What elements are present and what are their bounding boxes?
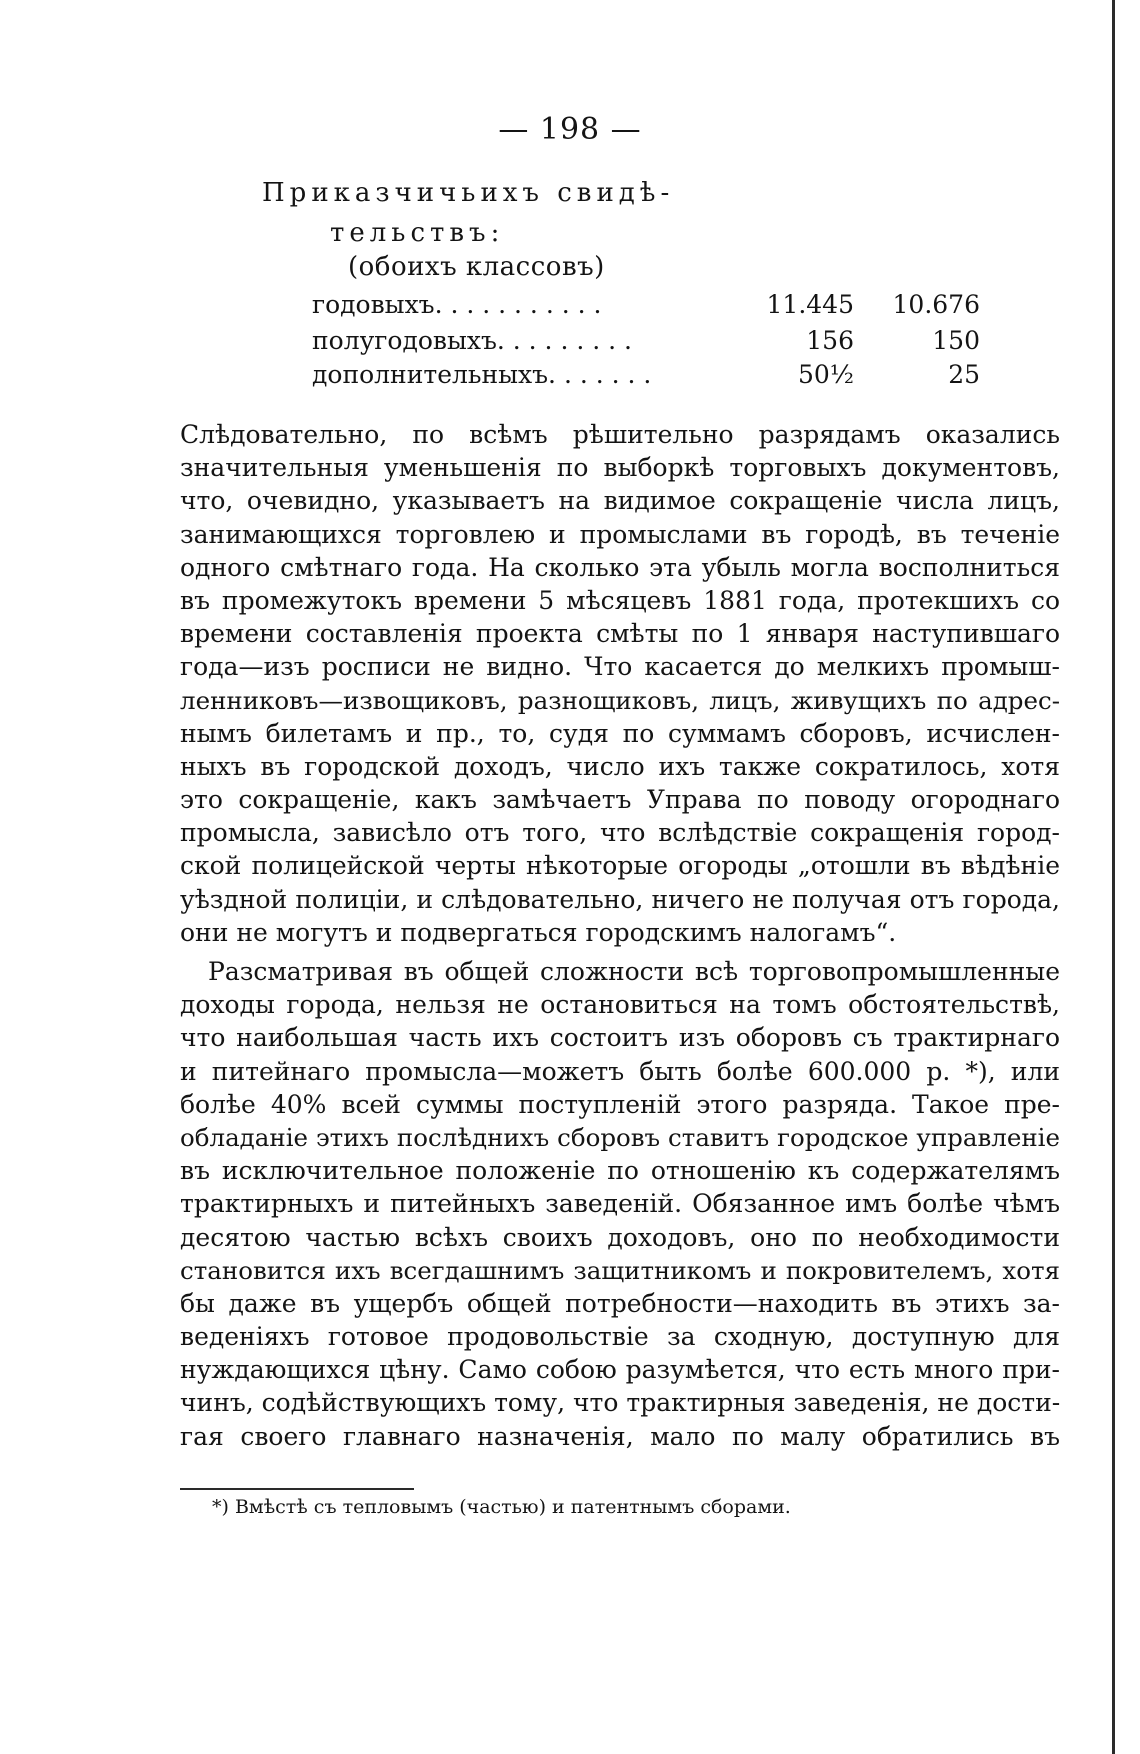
text-line: десятою частью всѣхъ своихъ доходовъ, оно по необходимости bbox=[180, 1222, 1060, 1252]
footnote: *) Вмѣстѣ съ тепловымъ (частью) и патентнымъ сборами. bbox=[212, 1496, 791, 1518]
text-line: занимающихся торговлею и промыслами въ городѣ, въ теченіе bbox=[180, 519, 1060, 549]
text-line: становится ихъ всегдашнимъ защитникомъ и покровителемъ, хотя bbox=[180, 1255, 1060, 1285]
text-line: нуждающихся цѣну. Само собою разумѣется, что есть много при- bbox=[180, 1355, 1060, 1385]
text-line: времени составленія проекта смѣты по 1 января наступившаго bbox=[180, 619, 1060, 649]
row-value-1: 156 bbox=[806, 326, 854, 355]
text-line: значительныя уменьшенія по выборкѣ торговыхъ документовъ, bbox=[180, 453, 1060, 483]
table-row-half-yearly bbox=[312, 326, 980, 360]
text-line: бы даже въ ущербъ общей потребности—находить въ этихъ за- bbox=[180, 1288, 1060, 1318]
text-line: веденіяхъ готовое продовольствіе за сходную, доступную для bbox=[180, 1322, 1060, 1352]
text-line: что наибольшая часть ихъ состоитъ изъ оборовъ съ трактирнаго bbox=[180, 1023, 1060, 1053]
text-line: промысла, зависѣло отъ того, что вслѣдствіе сокращенія город- bbox=[180, 818, 1060, 848]
text-line: нымъ билетамъ и пр., то, судя по суммамъ сборовъ, исчислен- bbox=[180, 718, 1060, 748]
row-label: полугодовыхъ. . . . . . . . . bbox=[312, 326, 632, 355]
text-line: одного смѣтнаго года. На сколько эта убыль могла восполниться bbox=[180, 552, 1060, 582]
text-line: обладаніе этихъ послѣднихъ сборовъ ставитъ городское управленіе bbox=[180, 1122, 1060, 1152]
row-value-2: 25 bbox=[948, 360, 980, 389]
row-value-2: 10.676 bbox=[892, 290, 980, 319]
text-line: въ промежутокъ времени 5 мѣсяцевъ 1881 года, протекшихъ со bbox=[180, 585, 1060, 615]
text-line: чинъ, содѣйствующихъ тому, что трактирныя заведенія, не дости- bbox=[180, 1388, 1060, 1418]
paragraph-2 bbox=[180, 955, 1060, 1453]
text-line: доходы города, нельзя не остановиться на томъ обстоятельствѣ, bbox=[180, 990, 1060, 1020]
text-line: ленниковъ—извощиковъ, разнощиковъ, лицъ, живущихъ по адрес- bbox=[180, 685, 1060, 715]
text-line: Разсматривая въ общей сложности всѣ торговопромышленные bbox=[208, 957, 1060, 986]
text-line: что, очевидно, указываетъ на видимое сокращеніе числа лицъ, bbox=[180, 486, 1060, 516]
row-value-1: 11.445 bbox=[766, 290, 854, 319]
text-line: Слѣдовательно, по всѣмъ рѣшительно разрядамъ оказались bbox=[180, 420, 1060, 449]
text-line: и питейнаго промысла—можетъ быть болѣе 600.000 р. *), или bbox=[180, 1056, 1060, 1086]
row-value-1: 50½ bbox=[797, 360, 854, 389]
table-row-additional bbox=[312, 360, 980, 394]
table-row-yearly bbox=[312, 290, 980, 324]
paragraph-1 bbox=[180, 418, 1060, 949]
text-line: гая своего главнаго назначенія, мало по малу обратились въ bbox=[180, 1421, 1060, 1451]
page-number: — 198 — bbox=[498, 112, 642, 147]
text-line: ныхъ въ городской доходъ, число ихъ также сократилось, хотя bbox=[180, 751, 1060, 781]
text-line: года—изъ росписи не видно. Что касается до мелкихъ промыш- bbox=[180, 652, 1060, 682]
table-heading-line-3: (обоихъ классовъ) bbox=[348, 252, 605, 282]
table-heading-line-1: Приказчичьихъ свидѣ- bbox=[262, 178, 675, 208]
row-value-2: 150 bbox=[932, 326, 980, 355]
text-line: это сокращеніе, какъ замѣчаетъ Управа по поводу огороднаго bbox=[180, 785, 1060, 815]
row-label: годовыхъ. . . . . . . . . . . bbox=[312, 290, 602, 319]
text-line: уѣздной полиціи, и слѣдовательно, ничего не получая отъ города, bbox=[180, 884, 1060, 914]
row-label: дополнительныхъ. . . . . . . bbox=[312, 360, 652, 389]
table-heading-line-2: тельствъ: bbox=[330, 218, 505, 248]
text-line: они не могутъ и подвергаться городскимъ налогамъ“. bbox=[180, 917, 897, 947]
text-line: въ исключительное положеніе по отношенію къ содержателямъ bbox=[180, 1156, 1060, 1186]
footnote-divider bbox=[180, 1488, 414, 1490]
text-line: ской полицейской черты нѣкоторые огороды „отошли въ вѣдѣніе bbox=[180, 851, 1060, 881]
text-line: болѣе 40% всей суммы поступленій этого разряда. Такое пре- bbox=[180, 1089, 1060, 1119]
page-edge-line bbox=[1112, 0, 1115, 1754]
text-line: трактирныхъ и питейныхъ заведеній. Обязанное имъ болѣе чѣмъ bbox=[180, 1189, 1060, 1219]
